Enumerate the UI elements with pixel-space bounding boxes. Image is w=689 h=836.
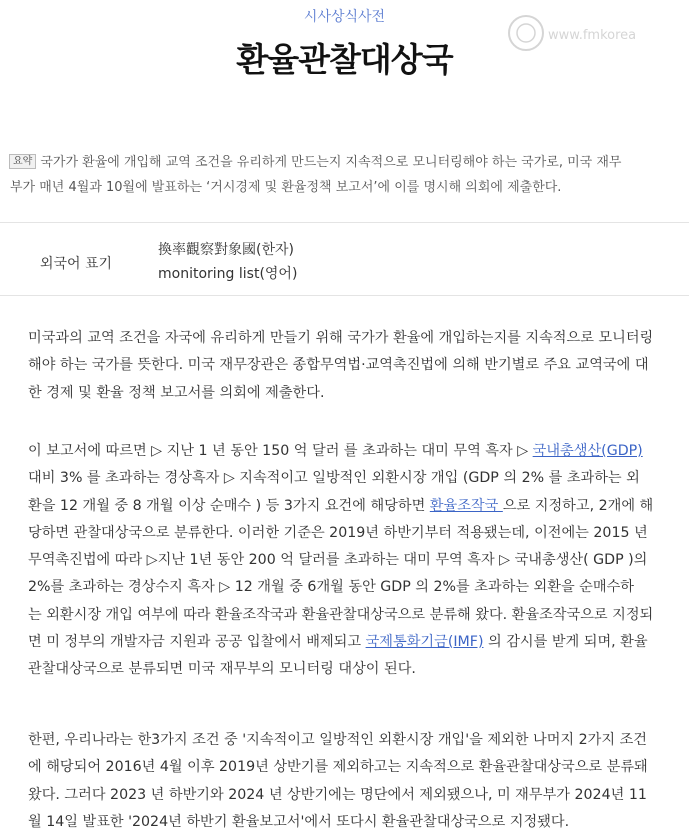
paragraph-line: 한 경제 및 환율 정책 보고서를 의회에 제출한다. <box>28 384 325 401</box>
paragraph-line: 관찰대상국으로 분류되면 미국 재무부의 모니터링 대상이 된다. <box>28 661 416 678</box>
paragraph-line <box>28 493 689 520</box>
paragraph-criteria <box>28 438 689 684</box>
paragraph-line <box>28 438 689 465</box>
currency-manipulator-link[interactable]: 환율조작국 <box>429 497 503 514</box>
paragraph-definition <box>28 325 689 407</box>
summary-box <box>0 150 689 200</box>
foreign-notation-table <box>0 222 689 296</box>
text-span: 의 감시를 받게 되며, 환율 <box>483 634 648 651</box>
paragraph-line: 무역촉진법에 따라 ▷지난 1년 동안 200 억 달러를 초과하는 대미 무역 흑자 ▷ 국내총생산( GDP )의 <box>28 552 648 569</box>
paragraph-line: 왔다. 그러다 2023 년 하반기와 2024 년 상반기에는 명단에서 제외됐으나, 미 재무부가 2024년 11 <box>28 786 647 803</box>
text-span: 으로 지정하고, 2개에 해 <box>502 497 654 514</box>
foreign-notation-label: 외국어 표기 <box>40 256 113 272</box>
paragraph-line: 는 외환시장 개입 여부에 따라 환율조작국과 환율관찰대상국으로 분류해 왔다. 환율조작국으로 지정되 <box>28 606 654 623</box>
text-span: 면 미 정부의 개발자금 지원과 공공 입찰에서 배제되고 <box>28 634 366 651</box>
summary-line-2: 부가 매년 4월과 10월에 발표하는 ‘거시경제 및 환율정책 보고서’에 이를 명시해 의회에 제출한다. <box>10 180 562 195</box>
summary-badge: 요약 <box>9 154 36 169</box>
foreign-notation-hanja: 換率觀察對象國(한자) <box>158 242 294 258</box>
paragraph-line <box>28 629 689 656</box>
text-span: 환을 12 개월 중 8 개월 이상 순매수 ) 등 3가지 요건에 해당하면 <box>28 497 430 514</box>
paragraph-line: 당하면 관찰대상국으로 분류한다. 이러한 기준은 2019년 하반기부터 적용됐는데, 이전에는 2015 년 <box>28 524 648 541</box>
paragraph-line: 2%를 초과하는 경상수지 흑자 ▷ 12 개월 중 6개월 동안 GDP 의 2%를 초과하는 외환을 순매수하 <box>28 579 634 596</box>
site-watermark-logo <box>504 10 684 56</box>
paragraph-line: 한편, 우리나라는 한3가지 조건 중 '지속적이고 일방적인 외환시장 개입'을 제외한 나머지 2가지 조건 <box>28 732 647 748</box>
paragraph-line: 에 해당되어 2016년 4월 이후 2019년 상반기를 제외하고는 지속적으로 환율관찰대상국으로 분류돼 <box>28 759 648 776</box>
gdp-link[interactable]: 국내총생산(GDP) <box>532 443 643 459</box>
paragraph-line: 월 14일 발표한 '2024년 하반기 환율보고서'에서 또다시 환율관찰대상국으로 지정됐다. <box>28 813 570 830</box>
paragraph-line: 대비 3% 를 초과하는 경상흑자 ▷ 지속적이고 일방적인 외환시장 개입 (GDP 의 2% 를 초과하는 외 <box>28 470 640 487</box>
imf-link[interactable]: 국제통화기금(IMF) <box>365 634 484 651</box>
text-span: 이 보고서에 따르면 ▷ 지난 1 년 동안 150 억 달러 를 초과하는 대미 무역 흑자 ▷ <box>28 443 533 459</box>
summary-line-1: 국가가 환율에 개입해 교역 조건을 유리하게 만드는지 지속적으로 모니터링해야 하는 국가로, 미국 재무 <box>40 155 622 170</box>
svg-text:www.fmkorea: www.fmkorea <box>548 28 637 43</box>
paragraph-line: 해야 하는 국가를 뜻한다. 미국 재무장관은 종합무역법·교역촉진법에 의해 반기별로 주요 교역국에 대 <box>28 357 649 374</box>
page-title: 환율관찰대상국 <box>236 40 453 79</box>
foreign-notation-english: monitoring list(영어) <box>158 266 298 282</box>
paragraph-line: 미국과의 교역 조건을 자국에 유리하게 만들기 위해 국가가 환율에 개입하는지를 지속적으로 모니터링 <box>28 330 654 346</box>
paragraph-korea-status <box>28 727 689 836</box>
category-label[interactable]: 시사상식사전 <box>303 9 386 25</box>
